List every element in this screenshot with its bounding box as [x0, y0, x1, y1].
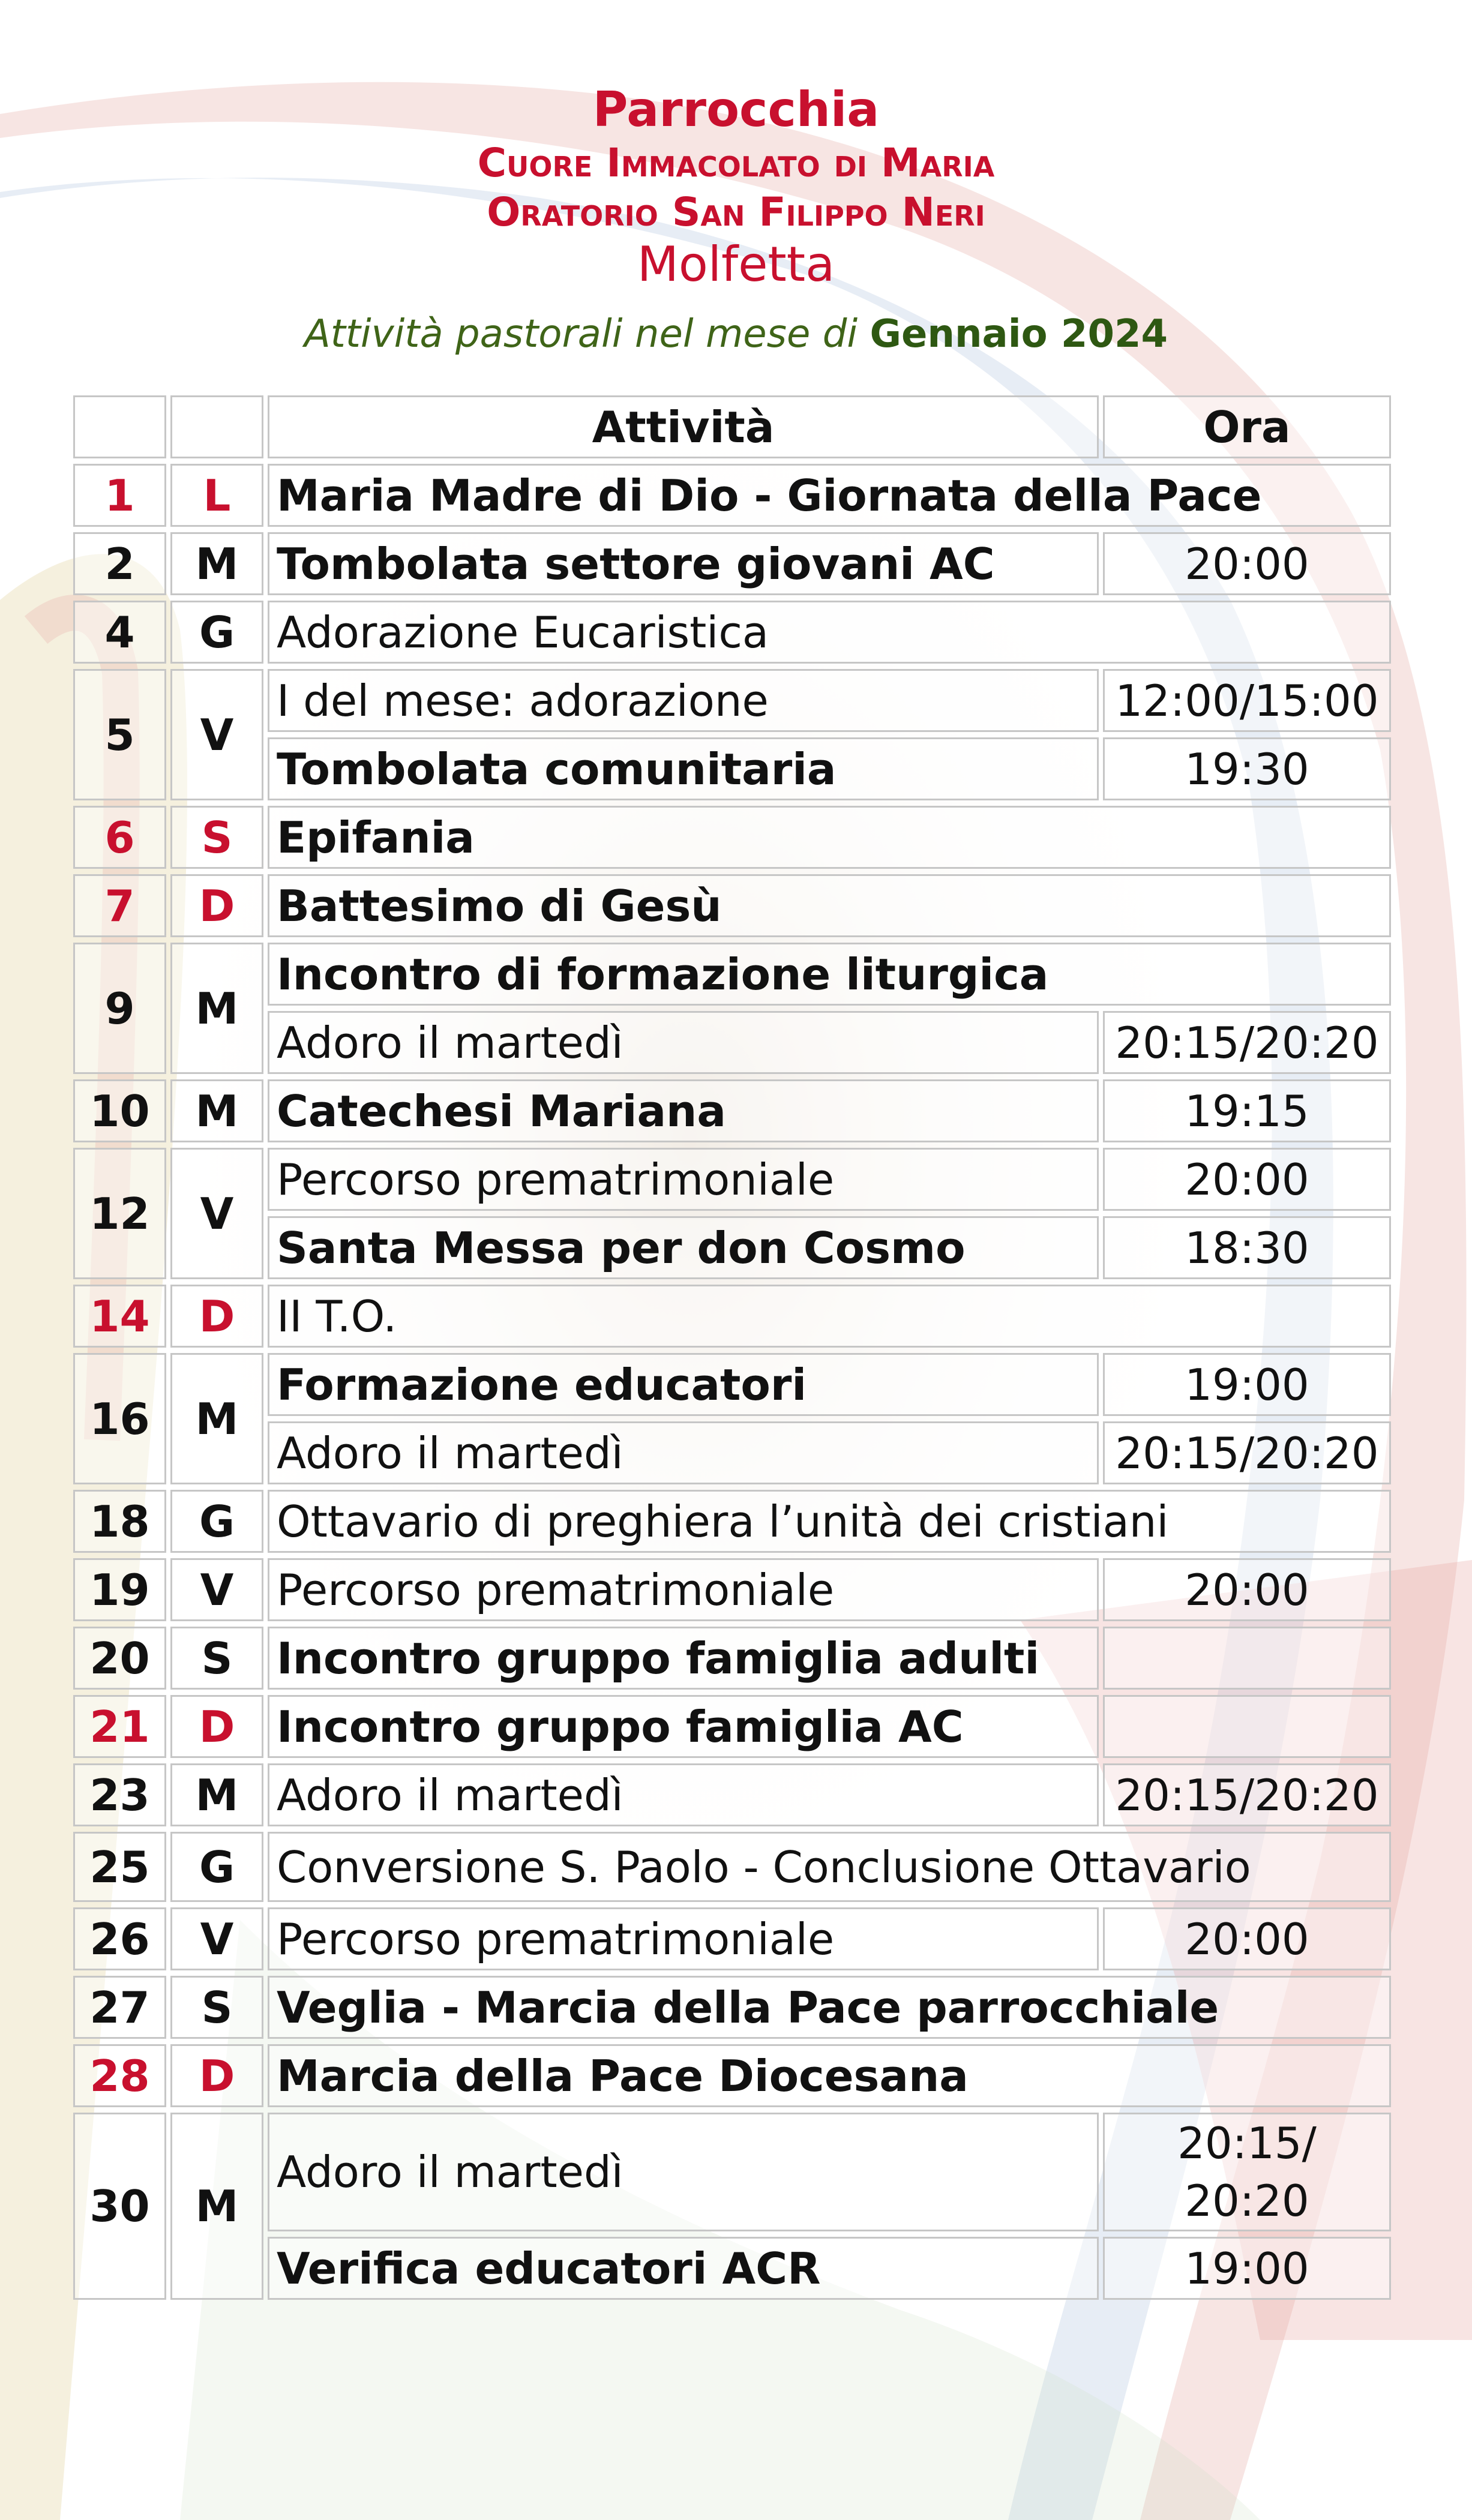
- day-number: 23: [73, 1763, 166, 1826]
- table-row: [73, 1763, 1391, 1826]
- header-title: Parrocchia: [592, 82, 880, 137]
- weekday: G: [170, 1490, 263, 1553]
- weekday: M: [170, 2113, 263, 2300]
- subtitle-prefix: Attività pastorali nel mese di: [304, 312, 870, 356]
- table-row: [73, 2237, 1391, 2300]
- weekday: V: [170, 1907, 263, 1970]
- day-number: 4: [73, 601, 166, 664]
- header-church-name: Cuore Immacolato di Maria: [477, 140, 995, 186]
- activity: Epifania: [268, 806, 1391, 869]
- activity: Adoro il martedì: [268, 1421, 1099, 1484]
- time: 12:00/15:00: [1103, 669, 1391, 732]
- header-activity: Attività: [268, 395, 1099, 458]
- activity: Tombolata comunitaria: [268, 737, 1099, 800]
- time: 19:00: [1103, 2237, 1391, 2300]
- table-row: [73, 1079, 1391, 1142]
- activity: Verifica educatori ACR: [268, 2237, 1099, 2300]
- activity: Percorso prematrimoniale: [268, 1558, 1099, 1621]
- time: 19:30: [1103, 737, 1391, 800]
- weekday: M: [170, 943, 263, 1074]
- weekday: D: [170, 1695, 263, 1758]
- activity: Adoro il martedì: [268, 1011, 1099, 1074]
- day-number: 30: [73, 2113, 166, 2300]
- table-row: [73, 1976, 1391, 2039]
- day-number: 6: [73, 806, 166, 869]
- weekday: V: [170, 1148, 263, 1279]
- table-row: [73, 943, 1391, 1006]
- activity: Adoro il martedì: [268, 1763, 1099, 1826]
- activity: Battesimo di Gesù: [268, 874, 1391, 937]
- activity: Marcia della Pace Diocesana: [268, 2044, 1391, 2107]
- header-day-cell: [73, 395, 166, 458]
- activity: Santa Messa per don Cosmo: [268, 1216, 1099, 1279]
- weekday: M: [170, 1079, 263, 1142]
- table-row: [73, 1832, 1391, 1902]
- day-number: 2: [73, 532, 166, 595]
- time: 19:00: [1103, 1353, 1391, 1416]
- day-number: 25: [73, 1832, 166, 1902]
- table-row: [73, 1907, 1391, 1970]
- time: [1103, 1695, 1391, 1758]
- header-city: Molfetta: [637, 236, 835, 292]
- activity: Maria Madre di Dio - Giornata della Pace: [268, 464, 1391, 527]
- activity: Percorso prematrimoniale: [268, 1148, 1099, 1211]
- time: 20:15/20:20: [1103, 1011, 1391, 1074]
- day-number: 7: [73, 874, 166, 937]
- time: 20:00: [1103, 532, 1391, 595]
- table-row: [73, 737, 1391, 800]
- weekday: V: [170, 1558, 263, 1621]
- day-number: 20: [73, 1627, 166, 1690]
- day-number: 1: [73, 464, 166, 527]
- day-number: 28: [73, 2044, 166, 2107]
- weekday: S: [170, 1627, 263, 1690]
- time: 20:00: [1103, 1558, 1391, 1621]
- table-row: [73, 1011, 1391, 1074]
- weekday: G: [170, 1832, 263, 1902]
- subtitle-month: Gennaio 2024: [870, 312, 1168, 356]
- weekday: M: [170, 1353, 263, 1484]
- activity: Incontro gruppo famiglia adulti: [268, 1627, 1099, 1690]
- weekday: M: [170, 532, 263, 595]
- table-row: [73, 2044, 1391, 2107]
- activity: Tombolata settore giovani AC: [268, 532, 1099, 595]
- time: 18:30: [1103, 1216, 1391, 1279]
- day-number: 19: [73, 1558, 166, 1621]
- parish-header: [0, 81, 1472, 292]
- table-row: [73, 464, 1391, 527]
- table-row: [73, 2113, 1391, 2231]
- header-oratory-name: Oratorio San Filippo Neri: [487, 189, 985, 235]
- header-weekday-cell: [170, 395, 263, 458]
- table-row: [73, 1285, 1391, 1348]
- table-row: [73, 1353, 1391, 1416]
- activity: Incontro di formazione liturgica: [268, 943, 1391, 1006]
- time: 20:00: [1103, 1148, 1391, 1211]
- day-number: 14: [73, 1285, 166, 1348]
- activity: Percorso prematrimoniale: [268, 1907, 1099, 1970]
- activity: Catechesi Mariana: [268, 1079, 1099, 1142]
- activity: Adorazione Eucaristica: [268, 601, 1391, 664]
- table-header-row: [73, 395, 1391, 458]
- table-row: [73, 1490, 1391, 1553]
- day-number: 16: [73, 1353, 166, 1484]
- activity: Formazione educatori: [268, 1353, 1099, 1416]
- calendar-subtitle: [0, 312, 1472, 356]
- activity: Veglia - Marcia della Pace parrocchiale: [268, 1976, 1391, 2039]
- header-time: Ora: [1103, 395, 1391, 458]
- activities-table: [69, 390, 1395, 2305]
- day-number: 26: [73, 1907, 166, 1970]
- weekday: S: [170, 1976, 263, 2039]
- table-row: [73, 1216, 1391, 1279]
- weekday: D: [170, 874, 263, 937]
- activity: Ottavario di preghiera l’unità dei cristiani: [268, 1490, 1391, 1553]
- table-row: [73, 806, 1391, 869]
- time: 20:00: [1103, 1907, 1391, 1970]
- table-row: [73, 532, 1391, 595]
- table-row: [73, 1627, 1391, 1690]
- day-number: 21: [73, 1695, 166, 1758]
- weekday: D: [170, 1285, 263, 1348]
- time: 20:15/ 20:20: [1103, 2113, 1391, 2231]
- table-row: [73, 669, 1391, 732]
- activity: II T.O.: [268, 1285, 1391, 1348]
- table-row: [73, 874, 1391, 937]
- activity: Conversione S. Paolo - Conclusione Ottavario: [268, 1832, 1391, 1902]
- day-number: 9: [73, 943, 166, 1074]
- weekday: G: [170, 601, 263, 664]
- table-row: [73, 1558, 1391, 1621]
- day-number: 10: [73, 1079, 166, 1142]
- weekday: D: [170, 2044, 263, 2107]
- day-number: 27: [73, 1976, 166, 2039]
- weekday: S: [170, 806, 263, 869]
- time: 20:15/20:20: [1103, 1421, 1391, 1484]
- table-row: [73, 1421, 1391, 1484]
- day-number: 18: [73, 1490, 166, 1553]
- activity: I del mese: adorazione: [268, 669, 1099, 732]
- weekday: V: [170, 669, 263, 800]
- time: 20:15/20:20: [1103, 1763, 1391, 1826]
- time: 19:15: [1103, 1079, 1391, 1142]
- weekday: M: [170, 1763, 263, 1826]
- weekday: L: [170, 464, 263, 527]
- time: [1103, 1627, 1391, 1690]
- table-row: [73, 1148, 1391, 1211]
- table-row: [73, 1695, 1391, 1758]
- activity: Incontro gruppo famiglia AC: [268, 1695, 1099, 1758]
- activity: Adoro il martedì: [268, 2113, 1099, 2231]
- day-number: 12: [73, 1148, 166, 1279]
- table-row: [73, 601, 1391, 664]
- day-number: 5: [73, 669, 166, 800]
